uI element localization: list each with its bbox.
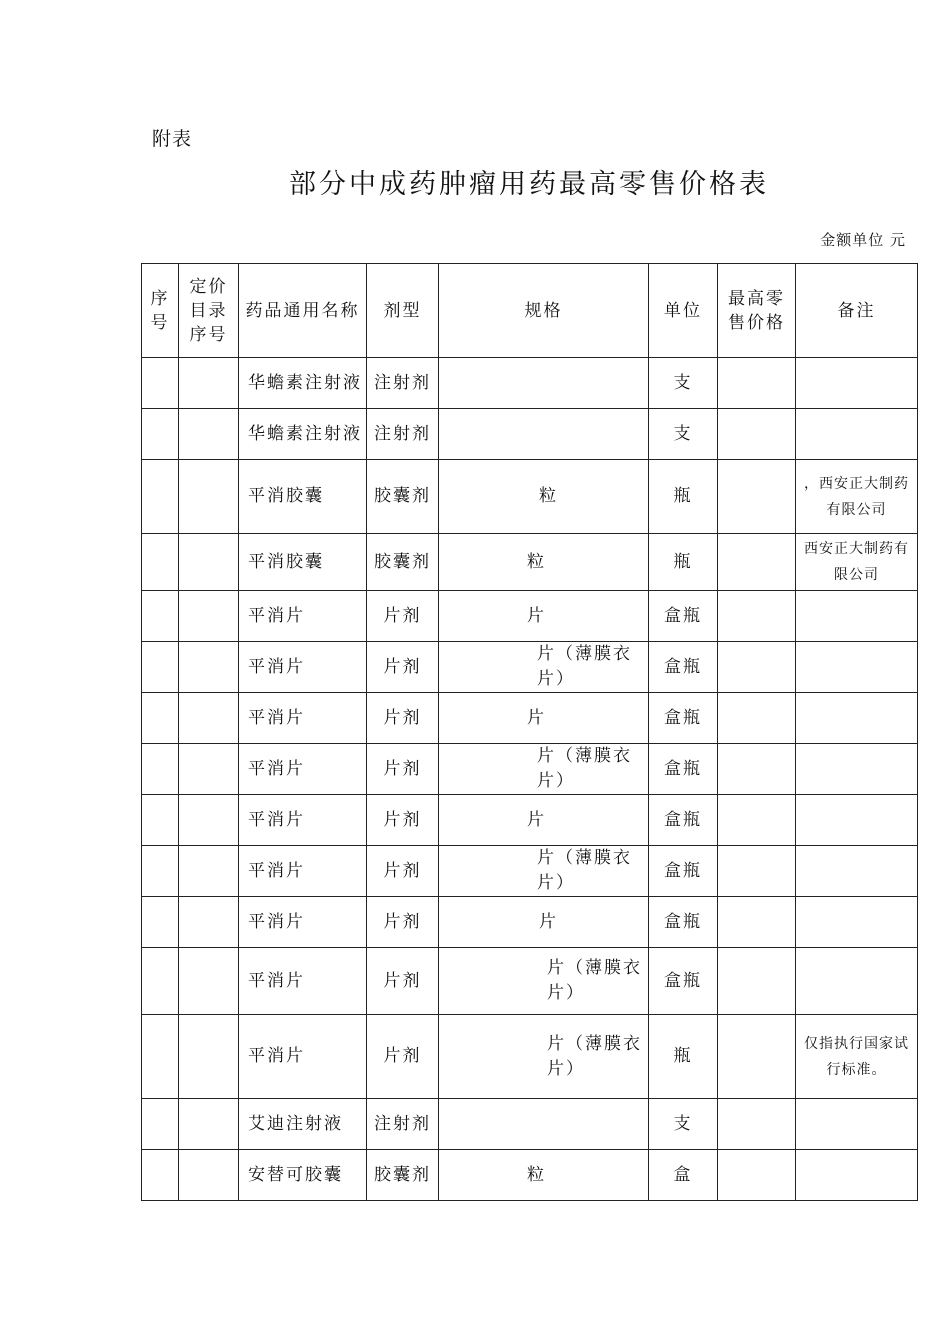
cell-seq (142, 534, 179, 591)
cell-seq (142, 1099, 179, 1150)
cell-dosage-form: 胶囊剂 (367, 1150, 439, 1201)
cell-seq (142, 744, 179, 795)
cell-spec: 片（薄膜衣片） (439, 744, 649, 795)
table-row (142, 948, 918, 1015)
cell-catalog-seq (179, 693, 239, 744)
cell-max-price (718, 591, 796, 642)
cell-spec (439, 1099, 649, 1150)
cell-drug-name: 平消胶囊 (239, 534, 367, 591)
cell-catalog-seq (179, 534, 239, 591)
appendix-label: 附表 (152, 128, 193, 150)
cell-drug-name: 平消片 (239, 846, 367, 897)
currency-unit-note: 金额单位 元 (820, 231, 906, 249)
cell-remark: ，西安正大制药有限公司 (796, 460, 918, 534)
cell-max-price (718, 534, 796, 591)
cell-unit: 盒瓶 (649, 693, 718, 744)
cell-catalog-seq (179, 897, 239, 948)
cell-drug-name: 平消片 (239, 591, 367, 642)
cell-unit: 盒瓶 (649, 744, 718, 795)
cell-remark (796, 409, 918, 460)
cell-spec: 片（薄膜衣片） (439, 1015, 649, 1099)
cell-max-price (718, 460, 796, 534)
table-row (142, 409, 918, 460)
cell-dosage-form: 片剂 (367, 1015, 439, 1099)
cell-drug-name: 平消片 (239, 897, 367, 948)
header-spec: 规格 (439, 264, 649, 358)
cell-unit: 盒瓶 (649, 948, 718, 1015)
cell-unit: 盒瓶 (649, 846, 718, 897)
cell-spec: 片 (439, 693, 649, 744)
header-seq: 序号 (142, 264, 179, 358)
cell-spec (439, 358, 649, 409)
cell-seq (142, 693, 179, 744)
cell-dosage-form: 片剂 (367, 948, 439, 1015)
header-max-price: 最高零售价格 (718, 264, 796, 358)
cell-spec: 片 (439, 897, 649, 948)
cell-remark (796, 744, 918, 795)
table-row (142, 1099, 918, 1150)
page-title: 部分中成药肿瘤用药最高零售价格表 (289, 169, 769, 200)
cell-max-price (718, 1150, 796, 1201)
cell-dosage-form: 片剂 (367, 897, 439, 948)
cell-seq (142, 846, 179, 897)
cell-unit: 盒瓶 (649, 642, 718, 693)
cell-dosage-form: 注射剂 (367, 1099, 439, 1150)
cell-dosage-form: 片剂 (367, 591, 439, 642)
cell-spec: 片（薄膜衣片） (439, 948, 649, 1015)
cell-seq (142, 1150, 179, 1201)
cell-remark (796, 1150, 918, 1201)
cell-unit: 支 (649, 1099, 718, 1150)
cell-drug-name: 平消片 (239, 948, 367, 1015)
cell-spec: 粒 (439, 534, 649, 591)
cell-drug-name: 华蟾素注射液 (239, 358, 367, 409)
cell-spec: 片（薄膜衣片） (439, 846, 649, 897)
table-row (142, 1015, 918, 1099)
cell-drug-name: 平消片 (239, 744, 367, 795)
cell-unit: 盒瓶 (649, 795, 718, 846)
table-row (142, 642, 918, 693)
cell-unit: 盒 (649, 1150, 718, 1201)
cell-max-price (718, 948, 796, 1015)
cell-max-price (718, 897, 796, 948)
cell-max-price (718, 744, 796, 795)
cell-seq (142, 358, 179, 409)
header-drug-name: 药品通用名称 (239, 264, 367, 358)
cell-spec: 粒 (439, 1150, 649, 1201)
cell-max-price (718, 642, 796, 693)
table-row (142, 897, 918, 948)
cell-catalog-seq (179, 948, 239, 1015)
cell-max-price (718, 795, 796, 846)
cell-catalog-seq (179, 460, 239, 534)
cell-remark (796, 1099, 918, 1150)
cell-catalog-seq (179, 591, 239, 642)
cell-unit: 支 (649, 409, 718, 460)
cell-max-price (718, 358, 796, 409)
cell-catalog-seq (179, 1015, 239, 1099)
cell-unit: 支 (649, 358, 718, 409)
cell-dosage-form: 片剂 (367, 693, 439, 744)
cell-max-price (718, 693, 796, 744)
cell-max-price (718, 846, 796, 897)
cell-remark (796, 591, 918, 642)
cell-catalog-seq (179, 1150, 239, 1201)
cell-dosage-form: 注射剂 (367, 358, 439, 409)
price-table (141, 263, 918, 1201)
cell-drug-name: 平消片 (239, 795, 367, 846)
header-dosage-form: 剂型 (367, 264, 439, 358)
table-row (142, 534, 918, 591)
cell-seq (142, 897, 179, 948)
table-row (142, 1150, 918, 1201)
cell-seq (142, 591, 179, 642)
cell-unit: 瓶 (649, 1015, 718, 1099)
cell-spec: 片 (439, 795, 649, 846)
cell-unit: 盒瓶 (649, 897, 718, 948)
cell-remark (796, 795, 918, 846)
cell-dosage-form: 片剂 (367, 846, 439, 897)
cell-remark: 西安正大制药有限公司 (796, 534, 918, 591)
cell-seq (142, 409, 179, 460)
cell-seq (142, 948, 179, 1015)
cell-dosage-form: 注射剂 (367, 409, 439, 460)
cell-dosage-form: 胶囊剂 (367, 460, 439, 534)
cell-remark (796, 358, 918, 409)
cell-spec: 片 (439, 591, 649, 642)
cell-catalog-seq (179, 744, 239, 795)
cell-remark (796, 693, 918, 744)
cell-catalog-seq (179, 795, 239, 846)
cell-drug-name: 平消胶囊 (239, 460, 367, 534)
table-row (142, 358, 918, 409)
table-row (142, 460, 918, 534)
table-row (142, 693, 918, 744)
cell-drug-name: 平消片 (239, 642, 367, 693)
cell-remark (796, 948, 918, 1015)
cell-remark (796, 846, 918, 897)
cell-spec: 粒 (439, 460, 649, 534)
cell-drug-name: 平消片 (239, 1015, 367, 1099)
cell-seq (142, 1015, 179, 1099)
cell-spec (439, 409, 649, 460)
cell-max-price (718, 409, 796, 460)
table-row (142, 591, 918, 642)
cell-catalog-seq (179, 358, 239, 409)
cell-drug-name: 平消片 (239, 693, 367, 744)
cell-drug-name: 安替可胶囊 (239, 1150, 367, 1201)
cell-dosage-form: 片剂 (367, 642, 439, 693)
cell-catalog-seq (179, 642, 239, 693)
cell-spec: 片（薄膜衣片） (439, 642, 649, 693)
cell-unit: 瓶 (649, 534, 718, 591)
table-row (142, 795, 918, 846)
cell-max-price (718, 1099, 796, 1150)
cell-remark (796, 642, 918, 693)
cell-catalog-seq (179, 1099, 239, 1150)
cell-drug-name: 艾迪注射液 (239, 1099, 367, 1150)
cell-remark (796, 897, 918, 948)
cell-catalog-seq (179, 409, 239, 460)
table-header-row (142, 264, 918, 358)
cell-dosage-form: 片剂 (367, 744, 439, 795)
table-row (142, 846, 918, 897)
cell-max-price (718, 1015, 796, 1099)
cell-catalog-seq (179, 846, 239, 897)
cell-seq (142, 642, 179, 693)
cell-dosage-form: 胶囊剂 (367, 534, 439, 591)
cell-seq (142, 460, 179, 534)
header-catalog-seq: 定价目录序号 (179, 264, 239, 358)
cell-remark: 仅指执行国家试行标准。 (796, 1015, 918, 1099)
table-row (142, 744, 918, 795)
cell-unit: 盒瓶 (649, 591, 718, 642)
header-unit: 单位 (649, 264, 718, 358)
cell-drug-name: 华蟾素注射液 (239, 409, 367, 460)
header-remark: 备注 (796, 264, 918, 358)
cell-unit: 瓶 (649, 460, 718, 534)
cell-dosage-form: 片剂 (367, 795, 439, 846)
cell-seq (142, 795, 179, 846)
